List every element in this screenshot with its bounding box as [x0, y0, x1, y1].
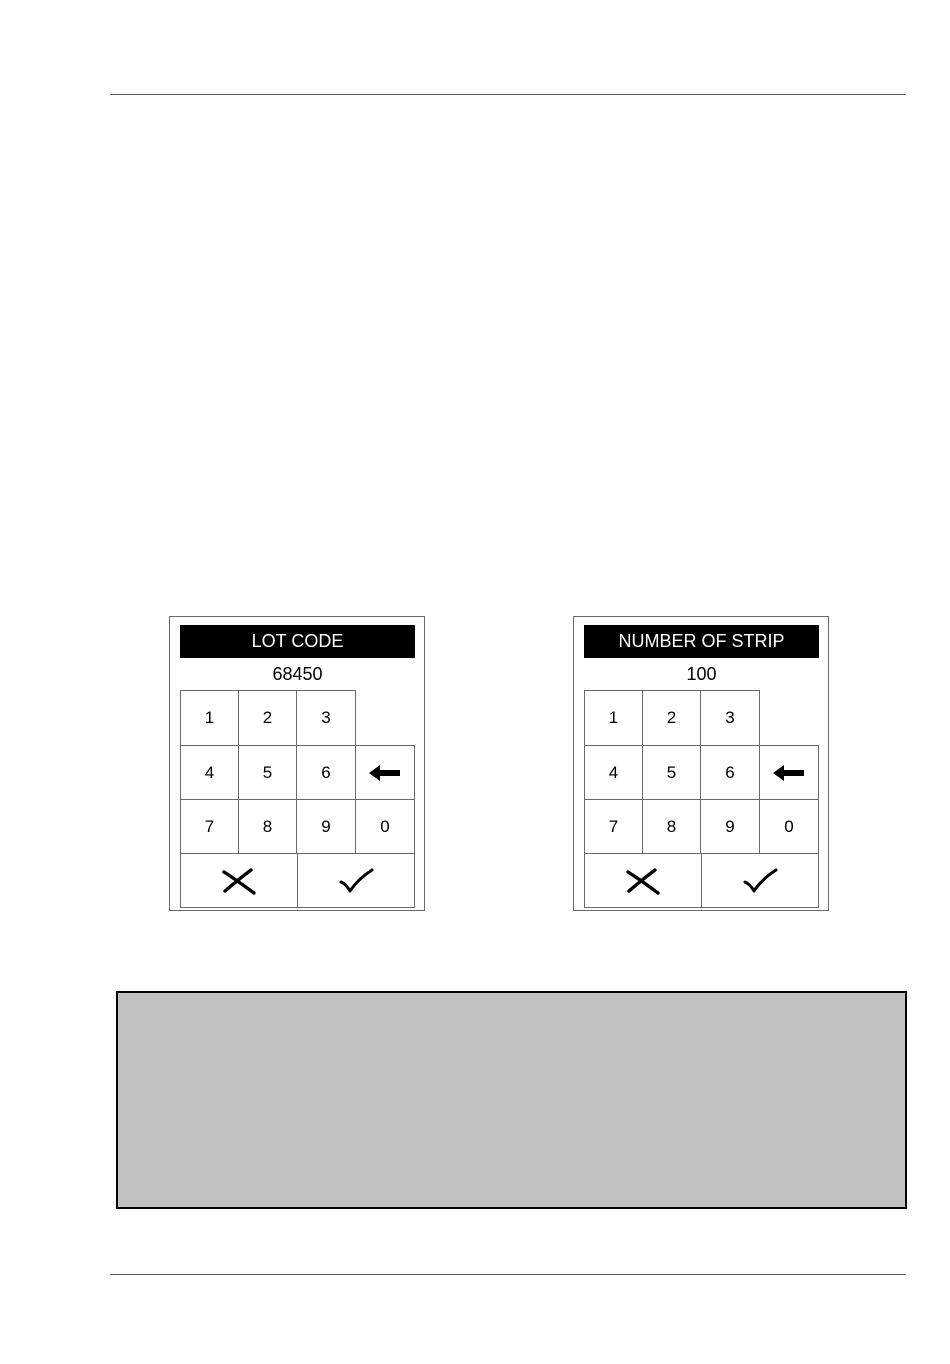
keypad-title: NUMBER OF STRIP: [584, 625, 819, 658]
lot-code-keypad: [169, 616, 425, 911]
left-arrow-icon: [369, 764, 401, 782]
key-0[interactable]: 0: [355, 799, 415, 854]
key-7[interactable]: 7: [584, 799, 643, 854]
cancel-button[interactable]: [180, 853, 298, 908]
confirm-button[interactable]: [297, 853, 415, 908]
keypad-grid: [584, 690, 819, 908]
keypad-value-display: 68450: [272, 664, 323, 684]
key-4[interactable]: 4: [180, 745, 239, 800]
key-2[interactable]: 2: [642, 690, 701, 746]
keypad-value-display: 100: [686, 664, 717, 684]
key-8[interactable]: 8: [642, 799, 701, 854]
confirm-button[interactable]: [701, 853, 819, 908]
key-4[interactable]: 4: [584, 745, 643, 800]
key-0[interactable]: 0: [759, 799, 819, 854]
key-9[interactable]: 9: [296, 799, 356, 854]
key-7[interactable]: 7: [180, 799, 239, 854]
footer-rule: [110, 1274, 906, 1275]
key-1[interactable]: 1: [584, 690, 643, 746]
backspace-button[interactable]: [759, 745, 819, 800]
key-5[interactable]: 5: [642, 745, 701, 800]
keypad-grid: [180, 690, 415, 908]
left-arrow-icon: [773, 764, 805, 782]
note-box: [116, 991, 907, 1209]
check-icon: [338, 867, 374, 895]
check-icon: [742, 867, 778, 895]
key-6[interactable]: 6: [700, 745, 760, 800]
cross-icon: [221, 867, 257, 895]
key-3[interactable]: 3: [700, 690, 760, 746]
header-rule: [110, 94, 906, 95]
key-6[interactable]: 6: [296, 745, 356, 800]
key-8[interactable]: 8: [238, 799, 297, 854]
key-9[interactable]: 9: [700, 799, 760, 854]
key-1[interactable]: 1: [180, 690, 239, 746]
cancel-button[interactable]: [584, 853, 702, 908]
number-of-strip-keypad: [573, 616, 829, 911]
key-3[interactable]: 3: [296, 690, 356, 746]
cross-icon: [625, 867, 661, 895]
key-5[interactable]: 5: [238, 745, 297, 800]
key-2[interactable]: 2: [238, 690, 297, 746]
keypad-title: LOT CODE: [180, 625, 415, 658]
backspace-button[interactable]: [355, 745, 415, 800]
